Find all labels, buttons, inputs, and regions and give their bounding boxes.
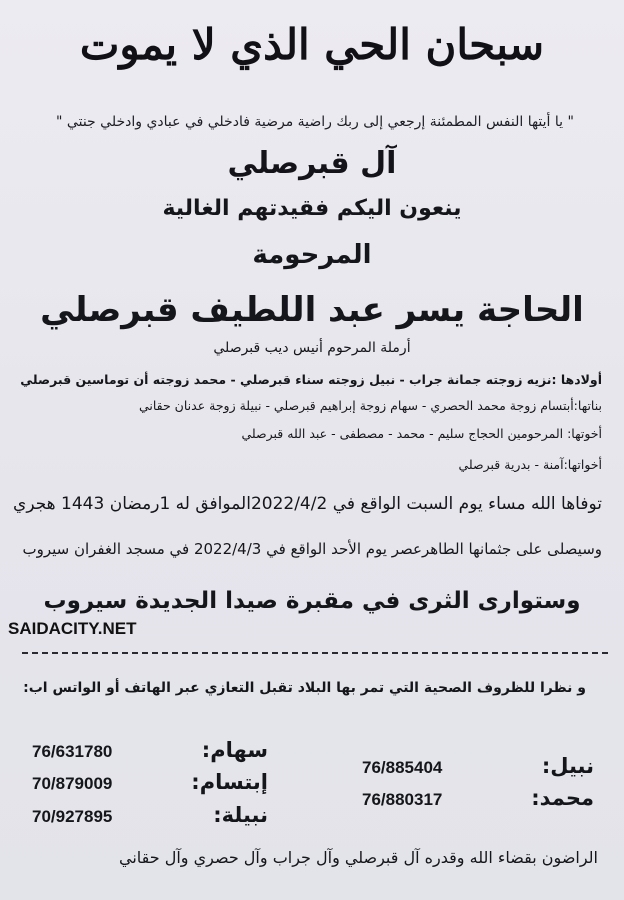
contact-phone[interactable]: 76/885404 bbox=[362, 758, 443, 777]
contact-nabila bbox=[32, 803, 268, 833]
condolence-note: و نظرا للظروف الصحية التي تمر بها البلاد تقبل التعازي عبر الهاتف أو الواتس اب: bbox=[23, 680, 586, 696]
contact-name: سهام: bbox=[201, 738, 268, 762]
contact-name: محمد: bbox=[531, 786, 594, 810]
contact-ibtisam bbox=[32, 770, 268, 800]
contact-mohammad bbox=[362, 786, 594, 816]
contact-phone[interactable]: 76/880317 bbox=[362, 790, 443, 809]
contact-name: إبتسام: bbox=[191, 770, 268, 794]
announcement: ينعون اليكم فقيدتهم الغالية bbox=[162, 196, 462, 221]
contact-phone[interactable]: 76/631780 bbox=[32, 742, 113, 761]
family-name: آل قبرصلي bbox=[227, 146, 397, 181]
contact-name: نبيل: bbox=[541, 754, 594, 778]
dashed-divider bbox=[22, 652, 608, 654]
contact-phone[interactable]: 70/879009 bbox=[32, 774, 113, 793]
site-watermark: SAIDACITY.NET bbox=[8, 619, 137, 638]
signoff: الراضون بقضاء الله وقدره آل قبرصلي وآل جراب وآل حصري وآل حقاني bbox=[118, 848, 598, 867]
quran-verse: " يا أيتها النفس المطمئنة إرجعي إلى ربك راضية مرضية فادخلي في عبادي وادخلي جنتي " bbox=[56, 114, 574, 130]
relatives-daughters: بناتها:أبتسام زوجة محمد الحصري - سهام زوجة إبراهيم قبرصلي - نبيلة زوجة عدنان حقاني bbox=[138, 398, 602, 413]
contact-name: نبيلة: bbox=[213, 803, 268, 827]
relatives-brothers: أخوتها: المرحومين الحجاج سليم - محمد - مصطفى - عبد الله قبرصلي bbox=[241, 426, 602, 441]
deceased-title: المرحومة bbox=[252, 240, 372, 270]
relatives-sons: أولادها :نزيه زوجته جمانة جراب - نبيل زوجته سناء قبرصلي - محمد زوجته أن توماسين قبرصلي bbox=[20, 372, 602, 387]
relatives-sisters: أخواتها:آمنة - بدرية قبرصلي bbox=[458, 457, 602, 472]
header-calligraphy: سبحان الحي الذي لا يموت bbox=[79, 20, 545, 69]
funeral-info: وسيصلى على جثمانها الطاهرعصر يوم الأحد الواقع في 2022/4/3 في مسجد الغفران سيروب bbox=[22, 540, 602, 558]
deceased-name: الحاجة يسر عبد اللطيف قبرصلي bbox=[40, 290, 584, 330]
contact-nabil bbox=[362, 754, 594, 784]
death-date: توفاها الله مساء يوم السبت الواقع في 2022/4/2الموافق له 1رمضان 1443 هجري bbox=[13, 494, 602, 514]
contact-phone[interactable]: 70/927895 bbox=[32, 807, 113, 826]
contact-siham bbox=[32, 738, 268, 768]
widow-of: أرملة المرحوم أنيس ديب قبرصلي bbox=[213, 340, 411, 356]
burial-info: وستوارى الثرى في مقبرة صيدا الجديدة سيروب bbox=[43, 588, 581, 614]
